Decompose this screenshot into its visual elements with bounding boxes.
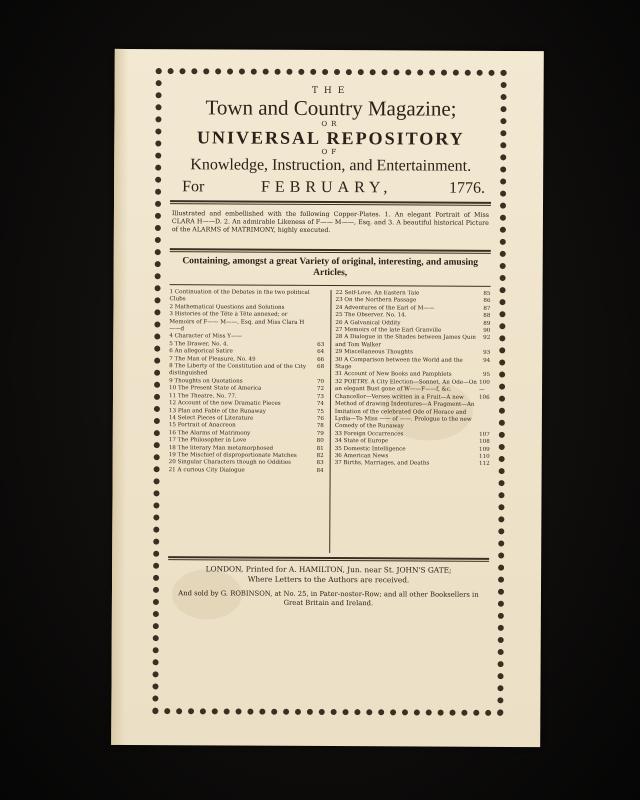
contents-entry-title: 3 Histories of the Tête à Tête annexed; or Memoirs of F—— M——, Esq. and Miss Clara H——d: [169, 311, 305, 333]
magazine-title-page: [111, 49, 544, 747]
contents-entry-title: 35 Domestic Intelligence: [334, 445, 406, 452]
ornamental-border: [155, 71, 503, 713]
table-of-contents: [168, 289, 490, 554]
contents-entry-page: 112: [478, 461, 490, 468]
contents-entry: [335, 379, 490, 432]
contents-entry-title: 26 A Galvanical Oddity: [335, 319, 401, 327]
contents-entry-page: 87: [483, 305, 491, 312]
contents-entry-page: 78: [316, 423, 324, 430]
contents-entry-title: 4 Character of Miss Y——: [169, 333, 243, 340]
contents-entry: [335, 334, 490, 350]
contents-entry-page: [322, 290, 324, 305]
contents-entry-page: 81: [316, 445, 324, 452]
contents-entry-page: 88: [483, 313, 491, 320]
contents-entry-title: 22 Self-Love. An Eastern Tale: [335, 290, 420, 297]
contents-entry-title: 2 Mathematical Questions and Solutions: [169, 303, 285, 311]
contents-entry-page: [322, 305, 324, 312]
contents-entry-title: 24 Adventures of the Earl of M——: [335, 304, 435, 312]
contents-entry-title: 23 On the Northern Passage: [335, 297, 417, 304]
imprint-line: Where Letters to the Authors are received.: [247, 574, 410, 584]
contents-entry-page: 79: [316, 430, 324, 437]
contents-entry-page: 80: [316, 438, 324, 445]
contents-entry-title: 20 Singular Characters though no Oddities: [168, 459, 292, 467]
contents-entry: [169, 289, 324, 305]
magazine-title: Town and Country Magazine;: [205, 95, 457, 121]
contents-entry-title: 5 The Drawer, No. 4.: [169, 341, 229, 348]
contents-entry-title: 14 Select Pieces of Literature: [168, 415, 254, 422]
contents-entry-title: 33 Foreign Occurrences: [334, 430, 404, 438]
contents-entry-title: 16 The Alarms of Matrimony: [168, 429, 251, 437]
contents-entry-page: 86: [483, 298, 491, 305]
contents-entry-title: 12 Account of the new Dramatic Pieces: [168, 400, 281, 407]
contents-entry-title: 8 The Liberty of the Constitution and of the City distinguished: [169, 363, 307, 377]
contents-entry-page: 68: [317, 364, 325, 371]
contents-entry-page: 93: [483, 350, 491, 357]
contents-entry-title: 7 The Man of Pleasure, No. 49: [169, 355, 256, 363]
contents-entry-title: 9 Thoughts on Quotations: [169, 378, 243, 385]
contents-entry-title: 36 American News: [334, 452, 389, 460]
contents-entry-title: 29 Miscellaneous Thoughts: [335, 349, 414, 356]
contents-entry-title: 25 The Observer. No. 14.: [335, 312, 407, 319]
contents-right-column: [329, 290, 490, 554]
contents-entry-title: 34 State of Europe: [334, 438, 389, 445]
contents-entry-title: 21 A curious City Dialogue: [168, 466, 245, 474]
of-word: OF: [321, 147, 341, 157]
contents-entry-page: 85: [483, 290, 491, 297]
contents-entry-title: 28 A Dialogue in the Shades between James Quin and Tom Walker: [335, 334, 476, 349]
divider: [170, 248, 491, 254]
contents-entry-page: 74: [316, 401, 324, 408]
contents-entry-page: [322, 312, 324, 334]
contents-entry-page: 83: [316, 460, 324, 467]
issue-for: For: [182, 178, 205, 196]
contents-entry-page: 76: [316, 415, 324, 422]
contents-entry-title: 31 Account of New Books and Pamphlets: [335, 371, 452, 379]
contents-entry-page: 94: [483, 357, 491, 364]
imprint-line: LONDON, Printed for A. HAMILTON, Jun. near St. JOHN'S GATE;: [205, 564, 452, 575]
contents-entry-page: 64: [317, 349, 325, 356]
contents-entry-page: 75: [316, 408, 324, 415]
contents-entry-page: 70: [316, 378, 325, 385]
contents-entry-title: 13 Plan and Fable of the Runaway: [168, 407, 266, 415]
contents-entry-page: 89: [483, 320, 491, 327]
imprint-seller: And sold by G. ROBINSON, at No. 25, in Pater-noster-Row; and all other Booksellers in Great Britain and Ireland.: [178, 589, 479, 608]
contents-entry-title: 18 The literary Man metamorphosed: [168, 444, 274, 452]
contents-entry-page: 92: [483, 335, 491, 342]
contents-entry-page: 73: [316, 393, 325, 400]
contents-entry-page: 100—106: [478, 379, 490, 401]
contents-entry-title: 11 The Theatre, No. 77.: [168, 392, 237, 400]
contents-entry: [169, 363, 324, 379]
issue-month: FEBRUARY,: [260, 178, 393, 197]
divider: [170, 284, 491, 287]
contents-entry-title: 15 Portrait of Anacreon: [168, 422, 236, 429]
contents-entry-title: 6 An allegorical Satire: [169, 348, 233, 355]
contents-entry: [335, 460, 490, 468]
contents-entry-page: 90: [483, 327, 491, 334]
issue-year: 1776.: [449, 179, 486, 197]
contents-entry-page: 72: [316, 386, 325, 393]
imprint-publisher: [168, 564, 489, 585]
contents-left-column: [168, 289, 324, 553]
contents-entry-page: 108: [479, 438, 490, 445]
issue-date-line: [170, 178, 491, 198]
contents-entry: [169, 467, 324, 475]
contents-entry: [169, 311, 324, 334]
contents-entry-title: 27 Memoirs of the late Earl Granville: [335, 327, 442, 334]
contents-entry-page: 63: [317, 341, 325, 348]
contents-entry-page: 109: [479, 446, 490, 453]
contents-entry-page: [322, 334, 324, 341]
contents-entry-title: 30 A Comparison between the World and the Stage: [335, 356, 463, 371]
contents-entry-page: 107: [479, 431, 490, 438]
divider: [168, 556, 489, 562]
contents-entry-page: 66: [317, 356, 325, 363]
contents-entry-page: 84: [316, 467, 324, 474]
contents-entry-title: 17 The Philosopher in Love: [168, 437, 247, 444]
page-content: [167, 81, 491, 703]
the-word: THE: [311, 85, 351, 97]
contents-entry-page: 82: [316, 452, 324, 459]
contents-entry-title: 19 The Mischief of disproportionate Matches: [168, 452, 297, 459]
contents-entry-title: 1 Continuation of the Debates in the two political Clubs: [169, 289, 310, 303]
or-word: OR: [321, 119, 341, 129]
contents-entry-page: 95: [482, 372, 491, 379]
contents-entry-page: 110: [478, 453, 490, 460]
contents-entry-title: 37 Births, Marriages, and Deaths: [334, 460, 430, 467]
contents-entry-title: 10 The Present State of America: [169, 385, 262, 392]
contents-entry: [335, 357, 490, 373]
magazine-tagline: Knowledge, Instruction, and Entertainment.: [190, 156, 472, 175]
contents-entry-title: 32 POETRY. A City Election—Sonnet. An Ode—On an elegant Bust gone of W——F——f, &c. Chancellor—Verses written in a Fruit—A new Method of drawing Indentures—A Fragment—An Imitation of the celebrated Ode of Horace and Lydia—To Miss —— of ——. Prologue to the new Comedy of the Runaway: [334, 378, 477, 430]
magazine-subtitle: UNIVERSAL REPOSITORY: [197, 127, 465, 149]
divider: [170, 200, 491, 206]
contents-heading: Containing, amongst a great Variety of original, interesting, and amusing Articles,: [182, 256, 479, 279]
illustration-note: Illustrated and embellished with the following Copper-Plates. 1. An elegant Portrait of Miss CLARA H——D. 2. An admirable Likeness of F—— M——, Esq. and 3. A beautiful historical Picture of the ALARMS of MATRIMONY, highly executed.: [171, 210, 489, 235]
